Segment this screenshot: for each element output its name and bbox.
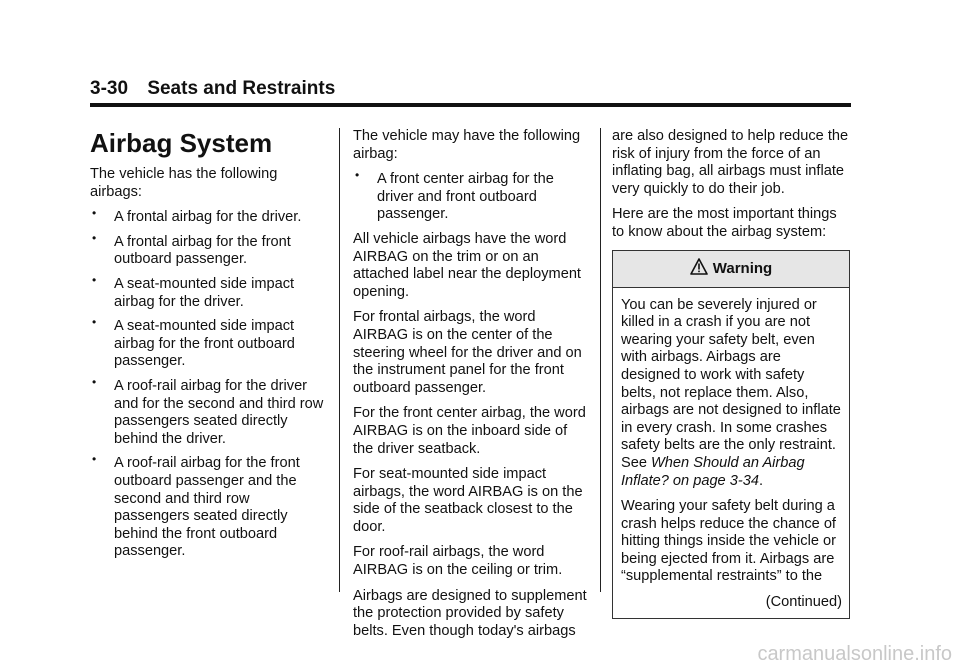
watermark: carmanualsonline.info — [757, 643, 952, 665]
warning-triangle-icon — [690, 258, 708, 280]
list-item: • A roof-rail airbag for the driver and for the second and third row passengers seated directly behind the driver. — [92, 374, 324, 447]
warning-body — [613, 288, 849, 618]
paragraph: Airbags are designed to supplement the protection provided by safety belts. Even though today's airbags — [353, 587, 587, 639]
list-item: • A frontal airbag for the driver. — [92, 206, 302, 226]
paragraph: are also designed to help reduce the risk of injury from the force of an inflating bag, all airbags must inflate very quickly to do their job. — [612, 128, 849, 197]
warning-paragraph: Wearing your safety belt during a crash helps reduce the chance of hitting things inside the vehicle or being ejected from it. Airbags are “supplemental restraints” to the — [621, 498, 836, 585]
paragraph: For frontal airbags, the word AIRBAG is on the center of the steering wheel for the driver and on the instrument panel for the front outboard passenger. — [353, 309, 582, 396]
paragraph: For seat-mounted side impact airbags, the word AIRBAG is on the side of the seatback closest to the door. — [353, 466, 583, 535]
bullet-icon: • — [92, 452, 97, 467]
paragraph: For roof-rail airbags, the word AIRBAG is on the ceiling or trim. — [353, 544, 563, 579]
warning-header — [613, 251, 849, 288]
bullet-icon: • — [355, 168, 360, 183]
bullet-icon: • — [92, 206, 97, 221]
warning-heading: Warning — [712, 259, 773, 277]
optional-airbag-list — [353, 168, 588, 224]
warning-paragraph: You can be severely injured or killed in a crash if you are not wearing your safety belt, even with airbags. Airbags are designed to work with safety belts, not replace them. Also, airbags are not designed to inflate in every crash. In some crashes safety belts are the only restraint. See When Should an Airbag Inflate? on page 3-34. — [621, 296, 841, 489]
airbag-list — [90, 206, 325, 561]
column-1 — [90, 128, 325, 568]
bullet-icon: • — [92, 272, 97, 287]
column-2 — [353, 128, 588, 648]
header-rule — [90, 103, 851, 107]
column-divider — [600, 128, 601, 592]
bullet-icon: • — [92, 315, 97, 330]
column-3 — [612, 128, 852, 619]
paragraph: Here are the most important things to know about the airbag system: — [612, 206, 837, 240]
bullet-icon: • — [92, 230, 97, 245]
intro-text: The vehicle has the following airbags: — [90, 166, 278, 200]
page-title: Airbag System — [90, 128, 273, 158]
page-number: 3-30 — [90, 78, 129, 99]
list-item: • A frontal airbag for the front outboard passenger. — [92, 230, 291, 268]
intro-text: The vehicle may have the following airbag: — [353, 128, 581, 162]
list-item: • A front center airbag for the driver and front outboard passenger. — [355, 168, 554, 223]
cross-reference-link[interactable]: When Should an Airbag Inflate? on page 3-34 — [621, 454, 805, 489]
bullet-icon: • — [92, 374, 97, 389]
section-title: Seats and Restraints — [147, 78, 336, 99]
page-header — [90, 78, 335, 100]
continued-label: (Continued) — [765, 594, 842, 611]
column-divider — [339, 128, 340, 592]
warning-box — [612, 250, 850, 619]
list-item: • A seat-mounted side impact airbag for the driver. — [92, 272, 295, 310]
paragraph: All vehicle airbags have the word AIRBAG on the trim or on an attached label near the deployment opening. — [353, 230, 581, 300]
list-item: • A seat-mounted side impact airbag for the front outboard passenger. — [92, 315, 295, 370]
paragraph: For the front center airbag, the word AIRBAG is on the inboard side of the driver seatback. — [353, 405, 586, 457]
list-item: • A roof-rail airbag for the front outboard passenger and the second and third row passengers seated directly behind the front outboard passenger. — [92, 452, 300, 560]
